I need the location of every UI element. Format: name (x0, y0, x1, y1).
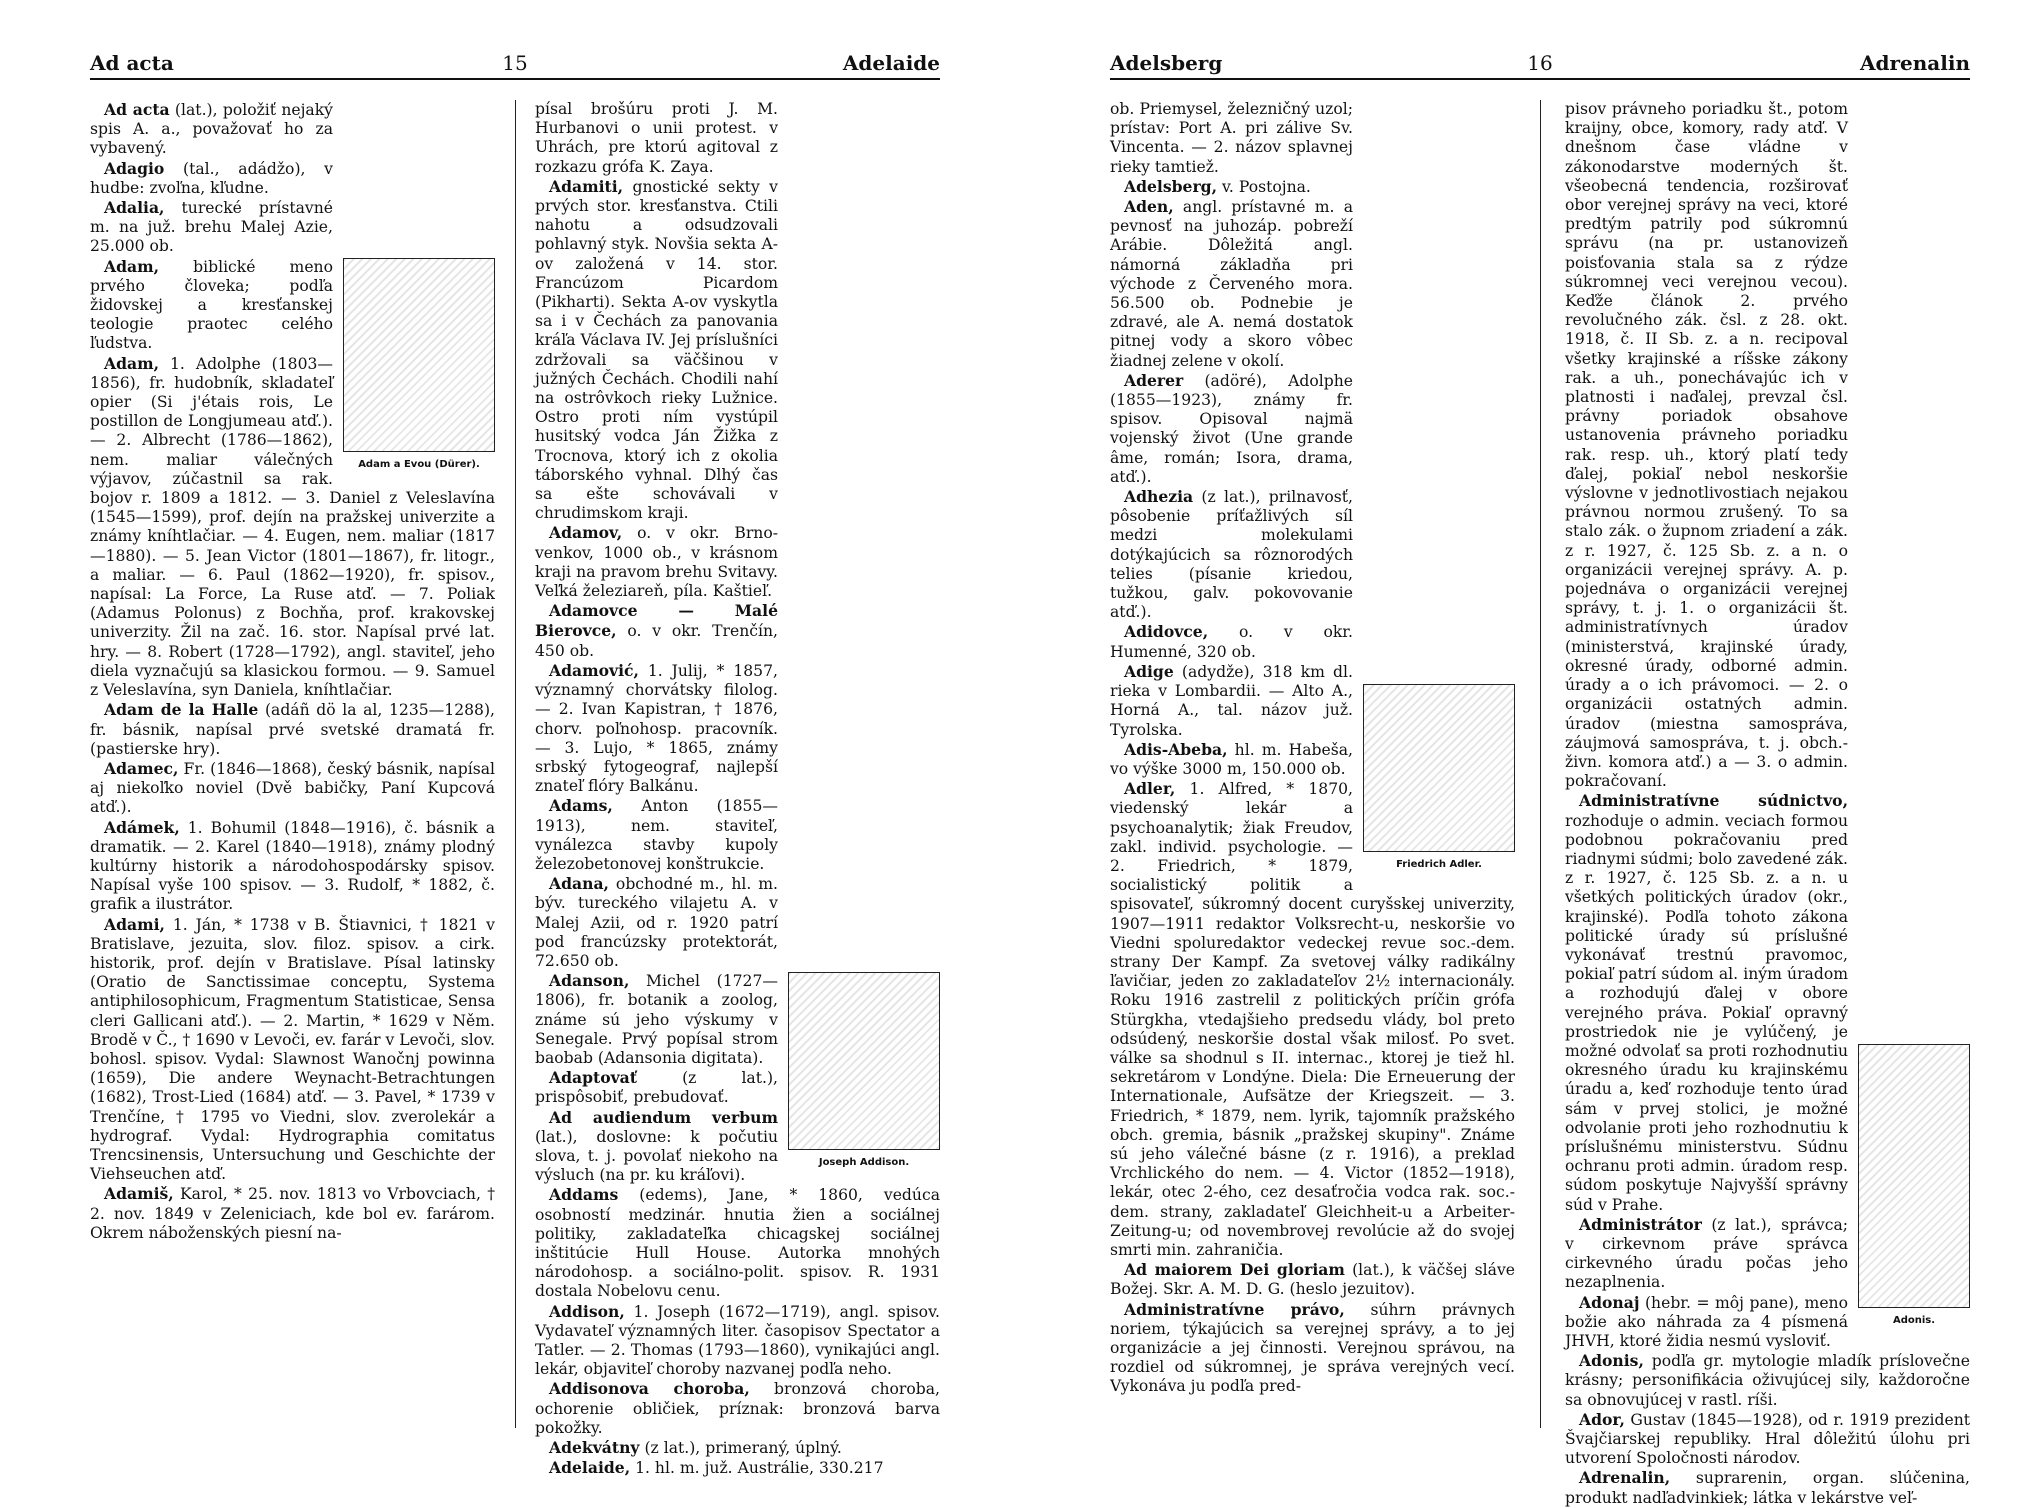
left-page-columns (90, 100, 940, 1478)
entry-text: pisov právneho poriadku št., potom kraijny, obce, komory, rady atď. V dnešnom čase vládne v zákonodarstve moderných št. všeobecná tendencia, rozširovať obor verejnej správy na veci, ktoré predtým patrily pod súkromnú správu (na pr. ustanovizeň poisťovania stala sa z rýdze súkromnej veci verejnou vecou). Keďže článok 2. prvého revolučného zák. čsl. z 28. okt. 1918, č. II Sb. z. a n. recipoval všetky krajinské a ríšske zákony rak. a uh., ponechávajúc ich v platnosti i naďalej, prevzal čsl. právny poriadok obsahove ustanovenia právneho poriadku rak. resp. uh., ktorý platí tedy ďalej, pokiaľ nebol neskoršie výslovne v jednotlivostiach nejakou právnou normou zrušený. To sa stalo zák. o župnom zriadení a zák. z r. 1927, č. 125 Sb. z. a n. o organizácii verejnej správy. A. p. pojednáva o organizácii verejnej správy, t. j. 1. o organizácii št. administratívnych úradov (ministerstvá, krajinské úrady, okresné úrady, odborné admin. úrady a o ich právomoci. — 2. o organizácii ostatných admin. úradov (miestna samospráva, záujmová samospráva, t. j. obch.-živn. komora atď.) a — 3. o admin. pokračovaní. (1565, 100, 1848, 791)
dictionary-entry (1110, 487, 1515, 622)
entry-headword: Adamov, (549, 523, 623, 543)
page-number: 15 (502, 51, 528, 75)
left-page-column-1 (90, 100, 495, 1468)
dictionary-entry (90, 915, 495, 1185)
entry-text: (z lat.), prilnavosť, pôsobenie príťažlivých síl medzi molekulami dotýkajúcich sa rôznorodých telies (písanie kriedou, tužkou, galv. pokovovanie atď.). (1110, 488, 1353, 622)
entry-text: 1. Adolphe (1803—1856), fr. hudobník, skladateľ opier (Si j'étais rois, Le postillon de Longjumeau atď.). — 2. Albrecht (1786—1862), nem. maliar válečných výjavov, zúčastnil sa rak. bojov r. 1809 a 1812. — 3. Daniel z Veleslavína (1545—1599), prof. dejín na pražskej univerzite a známy kníhtlačiar. — 4. Eugen, nem. maliar (1817—1880). — 5. Jean Victor (1801—1867), fr. litogr., a maliar. — 6. Paul (1862—1920), fr. spisov., napísal: La Force, La Ruse atď. — 7. Poliak (Adamus Polonus) z Bochňa, prof. krakovskej univerzity. Žil na zač. 16. stor. Napísal prvé lat. hry. — 8. Robert (1728—1792), angl. staviteľ, jeho diela vyznačujú sa klasickou formou. — 9. Samuel z Veleslavína, syn Daniela, kníhtlačiar. (90, 354, 495, 700)
running-head-left: Ad acta (90, 51, 174, 75)
entry-headword: Adami, (104, 914, 165, 934)
dictionary-entry (1565, 1468, 1970, 1507)
entry-text: (lat.), položiť nejaký spis A. a., považovať ho za vybavený. (90, 101, 333, 158)
entry-text: (z lat.), prispôsobiť, prebudovať. (535, 1069, 778, 1107)
entry-text: 1. Alfred, * 1870, viedenský lekár a psychoanalytik; žiak Freudov, zakl. individ. psychologie. — 2. Friedrich, * 1879, socialistický politik a spisovateľ, súkromný docent curyšskej univerzity, 1907—1911 redaktor Volksrecht-u, neskoršie vo Viedni spoluredaktor vedeckej revue soc.-dem. strany Der Kampf. Za svetovej války radikálny ľavičiar, jeden zo zakladateľov 2½ internacionály. Roku 1916 zastrelil z politických príčin grófa Stürgkha, vtedajšieho predsedu vlády, bol preto odsúdený, neskoršie dostal však milosť. Po svet. válke sa shodnul s II. internac., ktorej je tiež hl. sekretárom v Londýne. Diela: Die Erneuerung der Internationale, Aufsätze der Kriegszeit. — 3. Friedrich, * 1879, nem. lyrik, tajomník pražského obch. gremia, básnik „pražskej skupiny". Známe sú jeho válečné básne (z r. 1916), a preklad Vrchlického do nem. — 4. Victor (1852—1918), lekár, otec 2-ého, cez desaťročia vodca rak. soc.-dem. strany, zakladateľ Gleichheit-u a Arbeiter-Zeitung-u; od novembrovej revolúcie až do svojej smrti min. zahraničia. (1110, 780, 1515, 1259)
adonis-statue (1858, 1044, 1970, 1308)
dictionary-entry (535, 661, 940, 796)
entry-headword: Aderer (1124, 370, 1184, 390)
entry-headword: Ad maiorem Dei gloriam (1124, 1260, 1345, 1280)
entry-text: biblické meno prvého človeka; podľa židovskej a kresťanskej teologie praotec celého ľudstva. (90, 257, 333, 353)
figure-caption: Joseph Addison. (818, 1157, 910, 1168)
running-head-right: Adrenalin (1860, 51, 1970, 75)
entry-headword: Ador, (1579, 1409, 1625, 1429)
left-page-column-2 (535, 100, 940, 1478)
entry-text: Michel (1727—1806), fr. botanik a zoolog, známe sú jeho výskumy v Senegale. Prvý popísal strom baobab (Adansonia digitata). (535, 972, 778, 1067)
entry-text: (z lat.), primeraný, úplný. (639, 1439, 842, 1458)
adam-eve-figure (343, 258, 495, 474)
dictionary-entry (90, 198, 495, 257)
entry-headword: Ad acta (104, 100, 170, 119)
entry-headword: Adámek, (104, 817, 180, 837)
left-page-header (90, 48, 940, 80)
entry-headword: Adamovce — Malé Bierovce, (535, 601, 778, 641)
entry-text: súhrn právnych noriem, týkajúcich sa verejnej správy, a to jej organizácie a jej činnosti. Verejnou správou, na rozdiel od súkromnej, je správa verejných vecí. Vykonáva ju podľa pred- (1110, 1300, 1515, 1396)
dictionary-entry (90, 700, 495, 759)
entry-headword: Adler, (1124, 779, 1176, 799)
entry-headword: Adalia, (104, 198, 165, 218)
dictionary-entry (90, 100, 495, 159)
entry-headword: Adam, (104, 353, 160, 373)
dictionary-entry (1110, 197, 1515, 371)
entry-text: 1. Bohumil (1848—1916), č. básnik a dramatik. — 2. Karel (1840—1918), známy plodný kultúrny historik a národohospodársky spisov. Napísal vyše 100 spisov. — 3. Rudolf, * 1882, č. grafik a ilustrátor. (90, 818, 495, 914)
figure-caption: Adam a Evou (Dürer). (358, 459, 480, 470)
dictionary-entry (1110, 100, 1515, 177)
entry-headword: Adam, (104, 256, 160, 276)
dictionary-entry (535, 100, 940, 177)
dictionary-entry (535, 1379, 940, 1438)
entry-text: (tal., adádžo), v hudbe: zvoľna, kľudne. (90, 159, 333, 197)
entry-text: (adáñ dö la al, 1235—1288), fr. básnik, napísal prvé svetské dramatá fr. (pastierske hry). (90, 701, 495, 758)
addison-portrait (788, 972, 940, 1150)
right-page-header (1110, 48, 1970, 80)
adam-eve-woodcut (343, 258, 495, 452)
dictionary-entry (535, 1185, 940, 1301)
entry-text: o. v okr. Brno-venkov, 1000 ob., v krásnom kraji na pravom brehu Svitavy. Veľká železiareň, píla. Kaštieľ. (535, 524, 778, 601)
entry-headword: Adam de la Halle (104, 700, 259, 720)
entry-headword: Adelaide, (549, 1458, 631, 1478)
entry-text: podľa gr. mytologie mladík príslovečne krásny; personifikácia oživujúcej sily, každoročne sa obnovujúcej v rastl. ríši. (1565, 1352, 1970, 1409)
entry-text: (adöré), Adolphe (1855—1923), známy fr. spisov. Opisoval najmä vojenský život (Une grande âme, román; Isora, drama, atď.). (1110, 371, 1353, 486)
entry-headword: Adagio (104, 158, 165, 178)
entry-text: o. v okr. Trenčín, 450 ob. (535, 622, 778, 660)
entry-headword: Ad audiendum verbum (549, 1107, 778, 1127)
dictionary-entry (535, 523, 940, 601)
entry-headword: Adis-Abeba, (1124, 739, 1228, 759)
entry-headword: Addams (549, 1185, 619, 1205)
dictionary-entry (1565, 1410, 1970, 1469)
adonis-figure (1858, 1044, 1970, 1330)
entry-text: angl. prístavné m. a pevnosť na juhozáp. pobreží Arábie. Dôležitá angl. námorná základňa pri východe z Červeného mora. 56.500 ob. Podnebie je zdravé, ale A. nemá dostatok pitnej vody a skoro vôbec žiadnej zelene v okolí. (1110, 198, 1353, 370)
dictionary-entry (535, 601, 940, 661)
column-divider (515, 100, 516, 1428)
running-head-right: Adelaide (842, 51, 940, 75)
entry-headword: Adrenalin, (1579, 1468, 1671, 1488)
dictionary-entry (1110, 1300, 1515, 1397)
right-page-columns (1110, 100, 1970, 1507)
right-page-column-1 (1110, 100, 1515, 1468)
entry-text: Karol, * 25. nov. 1813 vo Vrbovciach, † 2. nov. 1849 v Zeleniciach, kde bol ev. farárom. Okrem náboženských piesní na- (90, 1185, 495, 1242)
dictionary-entry (535, 796, 940, 874)
entry-headword: Adamiti, (549, 176, 624, 196)
dictionary-entry (90, 1184, 495, 1243)
entry-headword: Adonaj (1579, 1292, 1640, 1312)
dictionary-entry (535, 1458, 940, 1478)
dictionary-entry (535, 177, 940, 524)
entry-text: (z lat.), správca; v cirkevnom práve správca cirkevného úradu počas jeho nezaplnenia. (1565, 1215, 1848, 1292)
entry-text: ob. Priemysel, železničný uzol; prístav: Port A. pri zálive Sv. Vincenta. — 2. názov splavnej rieky tamtiež. (1110, 100, 1353, 176)
entry-text: rozhoduje o admin. veciach formou podobnou pokračovaniu pred riadnymi súdmi; bolo zavedené zák. z r. 1927, č. 125 Sb. z. a n. u všetkých politických úradov (okr., krajinské). Podľa tohoto zákona politické úrady sú príslušné vykonávať trestnú pravomoc, pokiaľ patrí súdom al. iným úradom a rozhodujú ďalej v obore verejného práva. Pokiaľ opravný prostriedok nie je vylúčený, je možné odvolať sa proti rozhodnutiu okresného úradu ku krajinskému úradu a, keď rozhoduje tento úrad sám v prvej stolici, je možné odvolanie proti jeho rozhodnutiu k príslušnému ministerstvu. Súdnu ochranu proti admin. úradom resp. súdom poskytuje Najvyšší správny súd v Prahe. (1565, 811, 1848, 1214)
dictionary-entry (535, 874, 940, 971)
column-divider (1540, 100, 1541, 1428)
entry-headword: Adanson, (549, 971, 630, 991)
entry-text: turecké prístavné m. na juž. brehu Malej Azie, 25.000 ob. (90, 199, 333, 256)
adler-portrait (1363, 684, 1515, 852)
entry-text: 1. Joseph (1672—1719), angl. spisov. Vydavateľ významných liter. časopisov Spectator a Tatler. — 2. Thomas (1793—1860), vynikajúci angl. lekár, objaviteľ choroby nazvanej podľa neho. (535, 1302, 940, 1379)
entry-headword: Adidovce, (1124, 622, 1209, 642)
entry-headword: Adana, (549, 874, 609, 894)
entry-headword: Administratívne súdnictvo, (1579, 791, 1848, 811)
addison-figure (788, 972, 940, 1172)
entry-text: (adydže), 318 km dl. rieka v Lombardii. — Alto A., Horná A., tal. názov juž. Tyrolska. (1110, 662, 1353, 739)
dictionary-entry (535, 1302, 940, 1380)
dictionary-entry (1110, 371, 1515, 487)
dictionary-entry (1110, 177, 1515, 197)
entry-headword: Aden, (1124, 197, 1174, 217)
entry-text: suprarenin, organ. slúčenina, produkt nadľadvinkiek; látka v lekárstve veľ- (1565, 1469, 1970, 1507)
entry-text: v. Postojna. (1217, 177, 1311, 196)
dictionary-entry (1110, 1260, 1515, 1299)
right-page (1110, 48, 1970, 1507)
figure-caption: Friedrich Adler. (1396, 859, 1482, 870)
entry-text: 1. Julij, * 1857, významný chorvátsky filolog. — 2. Ivan Kapistran, † 1876, chorv. poľnohosp. pracovník. — 3. Lujo, * 1865, známy srbský fytogeograf, najlepší znateľ flóry Balkánu. (535, 661, 778, 796)
entry-headword: Addisonova choroba, (549, 1379, 750, 1399)
entry-headword: Adaptovať (549, 1068, 637, 1088)
entry-text: 1. hl. m. juž. Austrálie, 330.217 (630, 1459, 884, 1478)
entry-headword: Adamiš, (104, 1184, 174, 1204)
entry-headword: Adamec, (104, 758, 179, 778)
entry-text: o. v okr. Humenné, 320 ob. (1110, 623, 1353, 661)
entry-text: Gustav (1845—1928), od r. 1919 prezident Švajčiarskej republiky. Hral dôležitú úlohu pri utvorení Spoločnosti národov. (1565, 1410, 1970, 1468)
entry-text: (edems), Jane, * 1860, vedúca osobností medzinár. hnutia žien a sociálnej politiky, zakladateľka chicagskej sociálnej inštitúcie Hull House. Autorka mnohých národohosp. a sociálno-polit. spisov. R. 1931 dostala Nobelovu cenu. (535, 1186, 940, 1301)
dictionary-entry (1565, 1351, 1970, 1410)
running-head-left: Adelsberg (1110, 51, 1223, 75)
entry-headword: Adelsberg, (1124, 176, 1217, 196)
entry-text: gnostické sekty v prvých stor. kresťanstva. Ctili nahotu a odsudzovali pohlavný styk. Novšia sekta A-ov založená v 14. stor. Francúzom Picardom (Pikharti). Sekta A-ov vyskytla sa i v Čechách za panovania kráľa Václava IV. Jej príslušníci zdržovali sa väčšinou v južných Čechách. Chodili nahí na ostrôvkoch rieky Lužnice. Ostro proti ním vystúpil husitský vodca Ján Žižka z Trocnova, ktorý ich z okolia táborského vyhnal. Dlhý čas sa ešte schovávali v chrudimskom kraji. (535, 177, 778, 523)
entry-headword: Adhezia (1124, 487, 1194, 507)
entry-text: obchodné m., hl. m. býv. tureckého vilajetu A. v Malej Azii, od r. 1920 patrí pod francúzsky protektorát, 72.650 ob. (535, 875, 778, 970)
entry-text: (hebr. = môj pane), meno božie ako náhrada za 4 písmená JHVH, ktoré židia nesmú vysloviť. (1565, 1293, 1848, 1350)
dictionary-entry (90, 818, 495, 915)
entry-text: hl. m. Habeša, vo výške 3000 m, 150.000 ob. (1110, 740, 1353, 778)
entry-headword: Administratívne právo, (1124, 1299, 1345, 1319)
entry-text: (lat.), doslovne: k počutiu slova, t. j. povolať niekoho na výsluch (na pr. ku kráľovi). (535, 1127, 778, 1185)
entry-text: Anton (1855—1913), nem. staviteľ, vynálezca stavby kupoly železobetonovej konštrukcie. (535, 797, 778, 873)
left-page (90, 48, 940, 1478)
entry-headword: Adamović, (549, 660, 639, 680)
dictionary-entry (535, 1438, 940, 1458)
entry-headword: Adekvátny (549, 1438, 640, 1458)
entry-headword: Adige (1124, 661, 1174, 681)
entry-text: 1. Ján, * 1738 v B. Štiavnici, † 1821 v Bratislave, jezuita, slov. filoz. spisov. a cirk. historik, prof. dejín v Bratislave. Písal latinsky (Oratio de Sanctissimae conceptu, Systema antiphilosophicum, Fragmentum Statisticae, Sensa cleri Gallicani atď.). — 2. Martin, * 1629 v Něm. Brodě v Č., † 1690 v Levoči, ev. farár v Levoči, slov. bohosl. spisov. Vydal: Slawnost Wanočnj powinna (1659), Die andere Weynacht-Betrachtungen (1682), Trost-Lied (1684) atď. — 3. Pavel, * 1739 v Trenčíne, † 1795 vo Viedni, slov. zverolekár a hydrograf. Vydal: Hydrographia comitatus Trencsinensis, Untersuchung und Geschichte der Viehseuchen atď. (90, 915, 495, 1184)
entry-headword: Adonis, (1579, 1351, 1644, 1371)
entry-text: (lat.), k väčšej sláve Božej. Skr. A. M. D. G. (heslo jezuitov). (1110, 1261, 1515, 1299)
entry-headword: Adams, (549, 796, 613, 816)
dictionary-entry (1565, 100, 1970, 791)
dictionary-entry (90, 159, 495, 198)
right-page-column-2 (1565, 100, 1970, 1507)
page-number: 16 (1527, 51, 1553, 75)
entry-text: bronzová choroba, ochorenie obličiek, príznak: bronzová barva pokožky. (535, 1380, 940, 1437)
entry-headword: Addison, (549, 1301, 625, 1321)
entry-headword: Administrátor (1579, 1214, 1702, 1234)
dictionary-entry (90, 759, 495, 818)
entry-text: písal brošúru proti J. M. Hurbanovi o unii protest. v Uhrách, pre ktorú agitoval z rozkazu grófa K. Zaya. (535, 100, 778, 176)
entry-text: Fr. (1846—1868), český básnik, napísal aj niekoľko noviel (Dvě babičky, Paní Kupcová atď.). (90, 759, 495, 817)
figure-caption: Adonis. (1892, 1315, 1936, 1326)
adler-figure (1363, 684, 1515, 874)
dictionary-entry (1110, 622, 1515, 661)
